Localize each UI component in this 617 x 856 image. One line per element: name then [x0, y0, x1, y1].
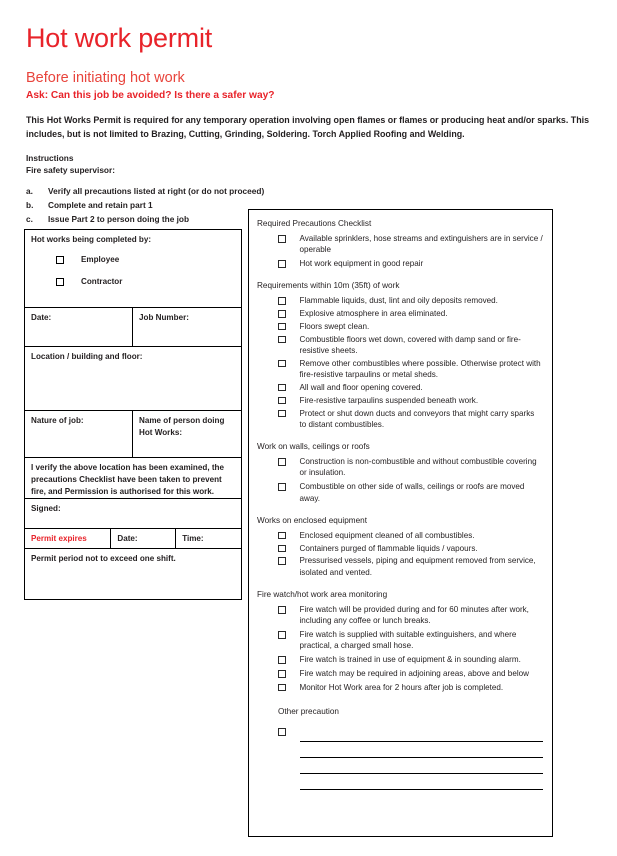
- checklist-item[interactable]: [257, 481, 543, 504]
- checklist-item[interactable]: [257, 543, 543, 554]
- required-precautions-checklist: [248, 209, 553, 837]
- write-in-line[interactable]: [300, 774, 544, 790]
- employee-label: Employee: [81, 254, 120, 264]
- employee-option[interactable]: [56, 255, 236, 265]
- permit-form-table: [24, 229, 242, 600]
- checklist-group-within-10m: [257, 295, 543, 430]
- table-row: [25, 347, 241, 411]
- checklist-item-label: Fire watch will be provided during and for 60 minutes after work, including any coffee or lunch breaks.: [299, 605, 529, 626]
- checklist-item[interactable]: [257, 408, 543, 431]
- checklist-item[interactable]: [257, 530, 543, 541]
- checklist-group-general: [257, 233, 543, 269]
- checklist-item-label: Available sprinklers, hose streams and extinguishers are in service / operable: [299, 234, 543, 255]
- checklist-item-label: Protect or shut down ducts and conveyors that might carry sparks to distant combustibles.: [299, 408, 535, 429]
- checklist-section-heading: Requirements within 10m (35ft) of work: [257, 281, 400, 291]
- checklist-item-label: Fire watch is supplied with suitable extinguishers, and where practical, a charged small hose.: [299, 630, 517, 651]
- checklist-item-label: Combustible floors wet down, covered with damp sand or fire-resistive sheets.: [299, 334, 521, 356]
- permit-period-note: Permit period not to exceed one shift.: [31, 554, 176, 563]
- checkbox-icon[interactable]: [56, 256, 64, 264]
- checkbox-icon[interactable]: [278, 384, 286, 392]
- checkbox-icon[interactable]: [278, 606, 286, 614]
- checkbox-icon[interactable]: [278, 684, 286, 692]
- checklist-item[interactable]: [257, 395, 543, 406]
- list-marker: c.: [26, 214, 33, 224]
- checkbox-icon[interactable]: [278, 631, 286, 639]
- table-row: [25, 529, 241, 549]
- contractor-label: Contractor: [81, 276, 123, 286]
- list-marker: a.: [26, 186, 33, 196]
- who-completes-cell: [25, 230, 241, 307]
- list-item: [26, 184, 326, 198]
- checklist-section-heading: Works on enclosed equipment: [257, 515, 367, 525]
- checklist-item-label: All wall and floor opening covered.: [299, 382, 423, 392]
- table-row: [25, 411, 241, 458]
- checklist-item-label: Fire-resistive tarpaulins suspended beneath work.: [299, 395, 479, 405]
- checklist-item-label: Enclosed equipment cleaned of all combustibles.: [299, 530, 475, 540]
- person-name-field[interactable]: Name of person doing Hot Works:: [139, 416, 225, 437]
- checkbox-icon[interactable]: [278, 260, 286, 268]
- checkbox-icon[interactable]: [278, 235, 286, 243]
- checkbox-icon[interactable]: [278, 532, 286, 540]
- table-row: [25, 230, 241, 308]
- table-row: [25, 308, 241, 347]
- checklist-item-label: Construction is non-combustible and without combustible covering or insulation.: [299, 457, 537, 478]
- checkbox-icon[interactable]: [278, 310, 286, 318]
- checklist-item[interactable]: [257, 308, 543, 319]
- checklist-item[interactable]: [257, 456, 543, 479]
- other-precaution-lines[interactable]: [300, 725, 544, 790]
- checklist-group-walls-ceilings-roofs: [257, 456, 543, 504]
- checkbox-icon[interactable]: [278, 670, 286, 678]
- checklist-title: Required Precautions Checklist: [257, 219, 372, 228]
- table-row: [25, 499, 241, 529]
- who-completes-options: [31, 255, 236, 287]
- checkbox-icon[interactable]: [278, 728, 286, 736]
- expires-date-field[interactable]: Date:: [111, 529, 176, 548]
- contractor-option[interactable]: [56, 277, 236, 287]
- checkbox-icon[interactable]: [278, 458, 286, 466]
- checklist-item[interactable]: [257, 555, 543, 578]
- checklist-item[interactable]: [257, 334, 543, 357]
- checkbox-icon[interactable]: [278, 360, 286, 368]
- job-number-field[interactable]: Job Number:: [139, 313, 189, 322]
- checkbox-icon[interactable]: [278, 557, 286, 565]
- checklist-section-heading: Fire watch/hot work area monitoring: [257, 590, 388, 600]
- other-precaution-heading: Other precaution: [278, 707, 339, 717]
- checklist-item[interactable]: [257, 654, 543, 665]
- list-text: Verify all precautions listed at right (or do not proceed): [48, 186, 265, 196]
- checklist-item-label: Remove other combustibles where possible. Otherwise protect with fire-resistive tarpaulins or metal sheds.: [299, 358, 541, 380]
- checklist-item-label: Hot work equipment in good repair: [299, 259, 424, 269]
- checklist-item[interactable]: [257, 295, 543, 306]
- checklist-item[interactable]: [257, 604, 543, 627]
- permit-expires-label: Permit expires: [25, 529, 111, 548]
- checklist-item[interactable]: [257, 321, 543, 332]
- checkbox-icon[interactable]: [56, 278, 64, 286]
- date-field[interactable]: Date:: [25, 308, 133, 346]
- checklist-item-label: Fire watch is trained in use of equipment & in sounding alarm.: [299, 655, 521, 665]
- instructions-subheading: Fire safety supervisor:: [26, 165, 115, 175]
- expires-time-field[interactable]: Time:: [182, 534, 204, 543]
- checklist-item-label: Containers purged of flammable liquids / vapours.: [299, 543, 478, 553]
- write-in-line[interactable]: [300, 726, 544, 742]
- page-title: Hot work permit: [26, 23, 213, 53]
- intro-paragraph: This Hot Works Permit is required for any temporary operation involving open flames or flames or producing heat and/or sparks. This includes, but is not limited to Brazing, Cutting, Grinding, Soldering. Torch Applied Roofing and Welding.: [26, 115, 590, 139]
- checklist-item[interactable]: [257, 382, 543, 393]
- ask-prompt: Ask: Can this job be avoided? Is there a safer way?: [26, 90, 275, 101]
- checkbox-icon[interactable]: [278, 410, 286, 418]
- checklist-item[interactable]: [257, 629, 543, 652]
- checkbox-icon[interactable]: [278, 397, 286, 405]
- location-field[interactable]: Location / building and floor:: [31, 352, 143, 361]
- table-row: [25, 549, 241, 600]
- checkbox-icon[interactable]: [278, 297, 286, 305]
- write-in-line[interactable]: [300, 742, 544, 758]
- checklist-item-label: Flammable liquids, dust, lint and oily deposits removed.: [299, 296, 498, 306]
- who-completes-label: Hot works being completed by:: [31, 235, 152, 244]
- checklist-item-label: Explosive atmosphere in area eliminated.: [299, 309, 448, 319]
- checklist-section-heading: Work on walls, ceilings or roofs: [257, 442, 370, 452]
- checkbox-icon[interactable]: [278, 656, 286, 664]
- instructions-heading: Instructions: [26, 153, 74, 163]
- checklist-group-fire-watch: [257, 604, 543, 693]
- list-marker: b.: [26, 200, 34, 210]
- nature-of-job-field[interactable]: Nature of job:: [25, 411, 133, 457]
- checklist-item-label: Pressurised vessels, piping and equipment removed from service, isolated and vented.: [299, 556, 536, 577]
- checkbox-icon[interactable]: [278, 323, 286, 331]
- checklist-item[interactable]: [257, 258, 543, 269]
- checkbox-icon[interactable]: [278, 483, 286, 491]
- checklist-item[interactable]: [257, 233, 543, 256]
- signed-field[interactable]: Signed:: [31, 504, 61, 513]
- checklist-item-label: Fire watch may be required in adjoining areas, above and below: [299, 669, 529, 679]
- other-precaution-entry[interactable]: [257, 725, 543, 790]
- checklist-item[interactable]: [257, 682, 543, 693]
- checklist-group-enclosed-equipment: [257, 530, 543, 578]
- list-text: Complete and retain part 1: [48, 200, 153, 210]
- section-subtitle: Before initiating hot work: [26, 70, 185, 86]
- checklist-item-label: Floors swept clean.: [299, 321, 370, 331]
- checkbox-icon[interactable]: [278, 545, 286, 553]
- checklist-item-label: Combustible on other side of walls, ceilings or roofs are moved away.: [299, 482, 525, 503]
- write-in-line[interactable]: [300, 758, 544, 774]
- checklist-item[interactable]: [257, 668, 543, 679]
- verification-statement: I verify the above location has been examined, the precautions Checklist have been taken to prevent fire, and Permission is authorised for this work.: [31, 463, 224, 496]
- checkbox-icon[interactable]: [278, 336, 286, 344]
- list-text: Issue Part 2 to person doing the job: [48, 214, 190, 224]
- table-row: [25, 458, 241, 499]
- checklist-item-label: Monitor Hot Work area for 2 hours after job is completed.: [299, 682, 504, 692]
- checklist-item[interactable]: [257, 358, 543, 381]
